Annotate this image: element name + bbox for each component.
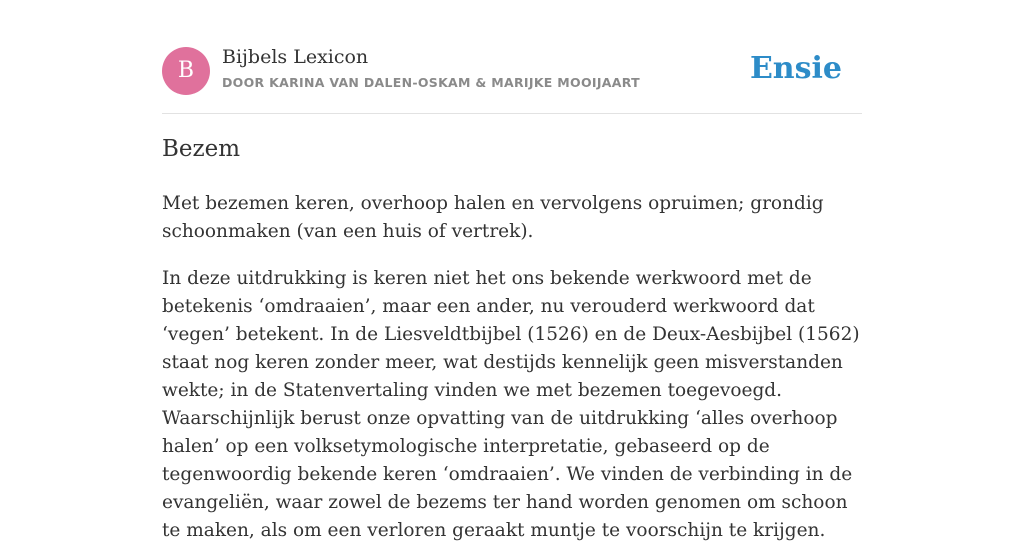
definition-paragraph: Met bezemen keren, overhoop halen en vervolgens opruimen; grondig schoonmaken (van een huis of vertrek). (162, 193, 824, 242)
page-title: Bezem (162, 136, 241, 162)
explanation-paragraph: In deze uitdrukking is keren niet het ons bekende werkwoord met de betekenis ‘omdraaien’, maar een ander, nu verouderd werkwoord dat ‘vegen’ betekent. In de Liesveldtbijbel (1526) en de Deux-Aesbijbel (1562) staat nog keren zonder meer, wat destijds kennelijk geen misverstanden wekte; in de Statenvertaling vinden we met bezemen toegevoegd. Waarschijnlijk berust onze opvatting van de uitdrukking ‘alles overhoop halen’ op een volksetymologische interpretatie, gebaseerd op de tegenwoordig bekende keren ‘omdraaien’. We vinden de verbinding in de evangeliën, waar zowel de bezems ter hand worden genomen om schoon te maken, als om een verloren geraakt muntje te voorschijn te krijgen. (162, 268, 860, 541)
source-title[interactable]: Bijbels Lexicon (222, 46, 369, 68)
avatar[interactable]: B (162, 47, 210, 95)
source-authors: DOOR KARINA VAN DALEN-OSKAM & MARIJKE MOOIJAART (222, 75, 640, 90)
brand-logo[interactable]: Ensie (749, 51, 842, 86)
source-header (162, 0, 862, 114)
entry-content (162, 0, 862, 541)
